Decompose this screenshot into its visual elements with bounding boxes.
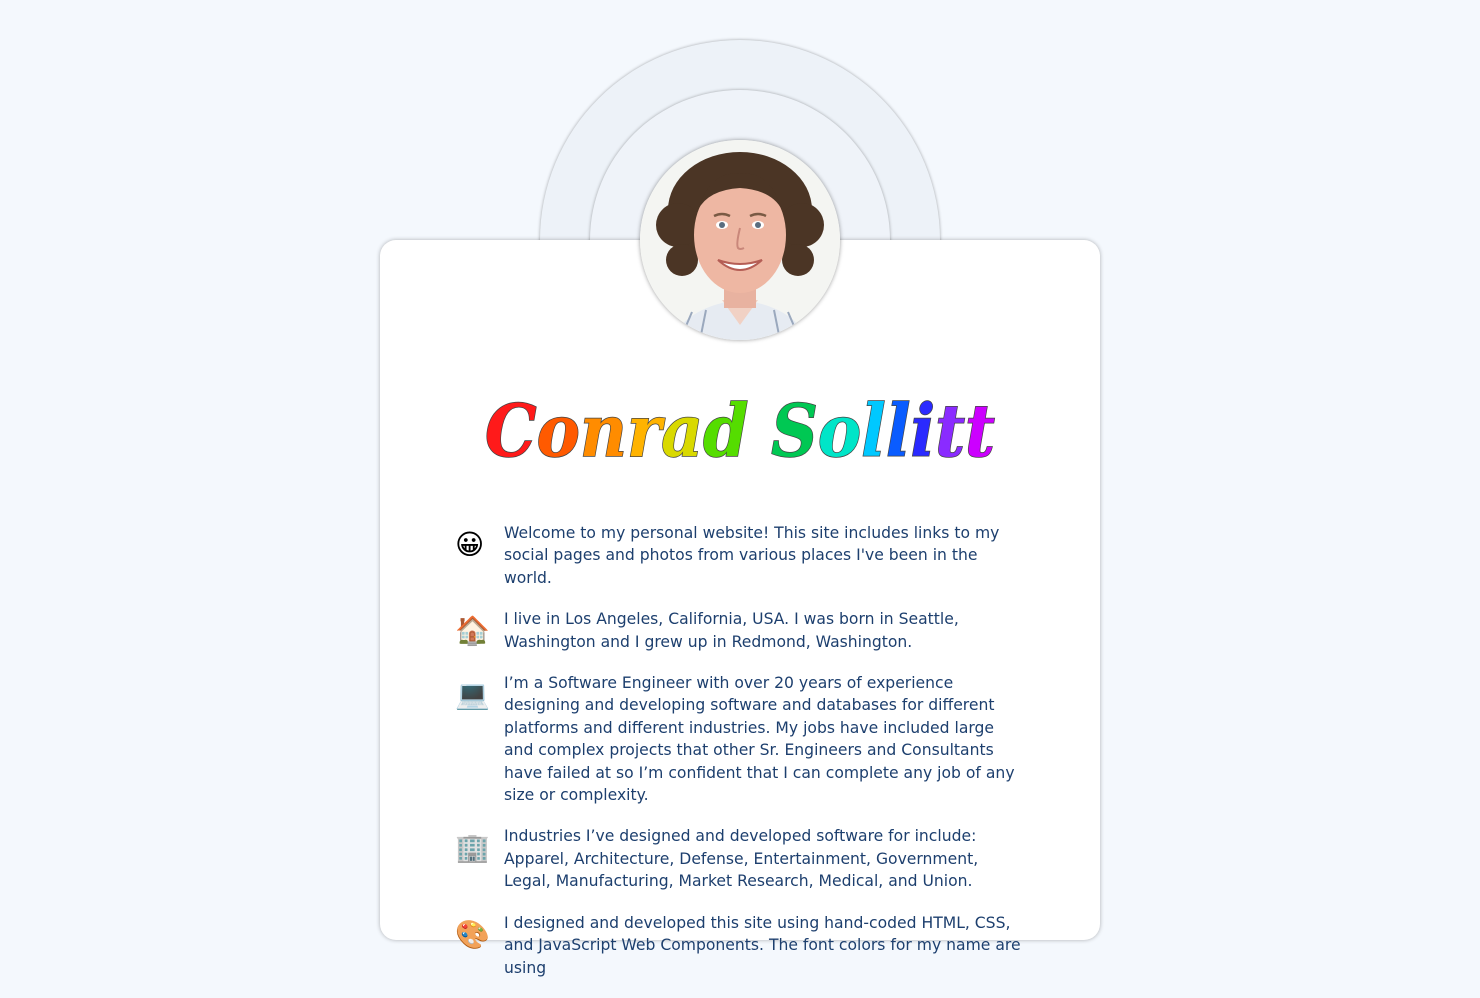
bio-text: I’m a Software Engineer with over 20 years of experience designing and developing software and databases for different platforms and different industries. My jobs have included large and complex projects that other Sr. Engineers and Consultants have failed at so I’m confident that I can complete any job of any size or complexity.	[504, 674, 1015, 805]
bio-item-location	[455, 608, 1035, 653]
name-letter: a	[661, 388, 708, 473]
name-letter: n	[579, 388, 633, 473]
office-building-icon: 🏢	[455, 831, 490, 865]
bio-item-experience	[455, 672, 1035, 806]
name-letter: o	[817, 388, 866, 473]
bio-item-welcome	[455, 522, 1035, 589]
bio-text: Industries I’ve designed and developed software for include: Apparel, Architecture, Defense, Entertainment, Government, Legal, Manufacturing, Market Research, Medical, and Union.	[504, 827, 979, 891]
bio-list	[455, 522, 1035, 998]
avatar	[640, 140, 840, 340]
site-title	[380, 380, 1100, 480]
rainbow-name	[480, 380, 1000, 480]
grinning-face-icon: 😀	[455, 528, 485, 561]
name-letter: t	[965, 388, 999, 473]
laptop-icon: 💻	[455, 678, 490, 712]
bio-text: Welcome to my personal website! This site includes links to my social pages and photos from various places I've been in the world.	[504, 524, 1000, 587]
avatar-photo	[640, 140, 840, 340]
name-space	[749, 388, 772, 473]
bio-item-site-design	[455, 912, 1035, 979]
name-letter: l	[885, 388, 914, 473]
bio-text: I live in Los Angeles, California, USA. I was born in Seattle, Washington and I grew up in Redmond, Washington.	[504, 610, 959, 651]
house-icon: 🏠	[455, 614, 490, 648]
name-letter: S	[771, 388, 824, 473]
bio-text: I designed and developed this site using hand-coded HTML, CSS, and JavaScript Web Components. The font colors for my name are using	[504, 913, 1021, 977]
name-letter: d	[703, 388, 754, 473]
name-letter: i	[910, 388, 938, 473]
name-letter: t	[935, 388, 969, 473]
name-text	[485, 388, 999, 473]
bio-item-industries	[455, 825, 1035, 892]
name-letter: l	[861, 388, 889, 473]
name-letter: r	[627, 388, 665, 473]
name-letter: C	[485, 388, 543, 473]
name-letter: o	[536, 388, 585, 473]
artist-palette-icon: 🎨	[455, 917, 490, 951]
